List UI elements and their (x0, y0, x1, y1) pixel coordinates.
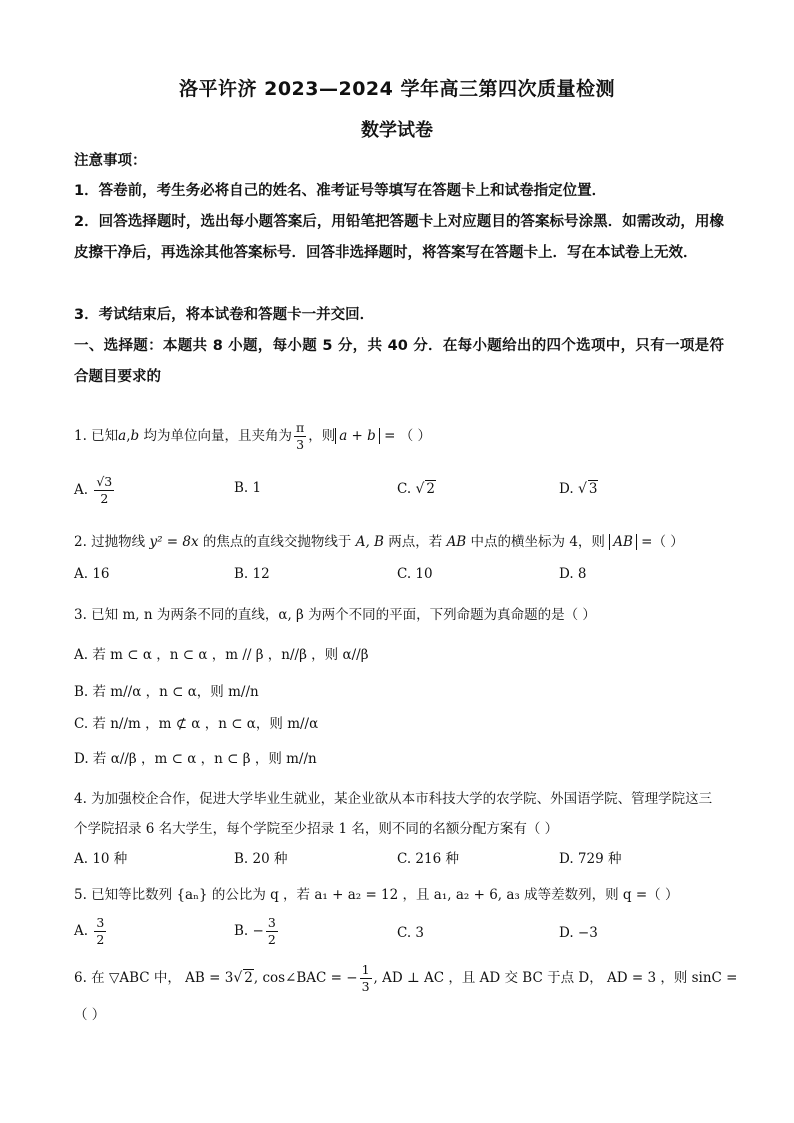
question-4: 4. 为加强校企合作，促进大学毕业生就业，某企业欲从本市科技大学的农学院、外国语学院、管理学院这三个学院招录 6 名大学生，每个学院至少招录 1 名，则不同的名额分配方案有（ ） (74, 791, 713, 837)
question-1: 1. 已知a,b 均为单位向量，且夹角为 $\frac{\pi}{3}$ ，则 a + b = （ ） (74, 420, 432, 452)
option-d[interactable]: D. 729 种 (559, 851, 622, 867)
option-c[interactable]: C. 10 (397, 566, 433, 582)
notice-item-3: 3．考试结束后，将本试卷和答题卡一并交回． (74, 307, 375, 323)
question-6: 6. 在 ▽ABC 中， AB = 3√ 2, cos∠BAC = − $\frac{1}{3}$ , AD ⊥ AC ，且 AD 交 BC 于点 D， AD = 3 ，则 sinC = (74, 962, 738, 994)
notice-heading: 注意事项： (74, 153, 147, 169)
option-b[interactable]: B. − $\frac{3}{2}$ (234, 915, 276, 947)
question-3-option-d[interactable]: D. 若 α//β ，m ⊂ α ，n ⊂ β ，则 m//n (74, 751, 317, 767)
page-subtitle: 数学试卷 (361, 120, 433, 141)
question-3-option-b[interactable]: B. 若 m//α ，n ⊂ α，则 m//n (74, 684, 259, 700)
question-5: 5. 已知等比数列 {aₙ} 的公比为 q ，若 a₁ + a₂ = 12 ，且 a₁, a₂ + 6, a₃ 成等差数列，则 q =（ ） (74, 887, 679, 903)
option-a[interactable]: A. $\frac{3}{2}$ (74, 915, 105, 947)
question-3-option-a[interactable]: A. 若 m ⊂ α ，n ⊂ α ，m // β ，n//β ，则 α//β (74, 647, 369, 663)
option-c[interactable]: C. 216 种 (397, 851, 459, 867)
question-2-options (74, 566, 724, 590)
question-3-option-c[interactable]: C. 若 n//m ，m ⊄ α ，n ⊂ α，则 m//α (74, 716, 319, 732)
option-d[interactable]: D. −3 (559, 925, 598, 941)
abs-a-plus-b: a + b (335, 428, 380, 444)
option-b[interactable]: B. 12 (234, 566, 270, 582)
option-b[interactable]: B. 1 (234, 480, 262, 496)
question-3: 3. 已知 m, n 为两条不同的直线，α, β 为两个不同的平面，下列命题为真命题的是（ ） (74, 607, 596, 623)
option-a[interactable]: A. 10 种 (74, 851, 128, 867)
vector-a: a (118, 428, 127, 444)
section-1-heading: 一、选择题：本题共 8 小题，每小题 5 分，共 40 分．在每小题给出的四个选项中，只有一项是符合题目要求的 (74, 338, 724, 385)
fraction-pi-3: $\frac{\pi}{3}$ (295, 420, 305, 452)
question-6-answer-paren: （ ） (74, 1007, 106, 1023)
notice-item-2: 2．回答选择题时，选出每小题答案后，用铅笔把答题卡上对应题目的答案标号涂黑．如需改动，用橡皮擦干净后，再选涂其他答案标号．回答非选择题时，将答案写在答题卡上．写在本试卷上无效． (74, 214, 724, 261)
option-b[interactable]: B. 20 种 (234, 851, 288, 867)
notice-item-1: 1．答卷前，考生务必将自己的姓名、准考证号等填写在答题卡上和试卷指定位置． (74, 183, 607, 199)
option-d[interactable]: D. 8 (559, 566, 587, 582)
question-4-options (74, 847, 724, 871)
vector-b: b (130, 428, 140, 444)
option-d[interactable]: D. √ 3 (559, 481, 598, 497)
question-5-options (74, 915, 724, 947)
option-c[interactable]: C. 3 (397, 925, 425, 941)
option-a[interactable]: A. 16 (74, 566, 110, 582)
option-c[interactable]: C. √ 2 (397, 481, 435, 497)
option-a[interactable]: A. $\frac{√3}{2}$ (74, 474, 113, 506)
question-2: 2. 过抛物线 y² = 8x 的焦点的直线交抛物线于 A, B 两点，若 AB 中点的横坐标为 4，则 AB =（ ） (74, 534, 684, 550)
question-1-options (74, 474, 724, 506)
page-title: 洛平许济 2023—2024 学年高三第四次质量检测 (179, 78, 615, 100)
